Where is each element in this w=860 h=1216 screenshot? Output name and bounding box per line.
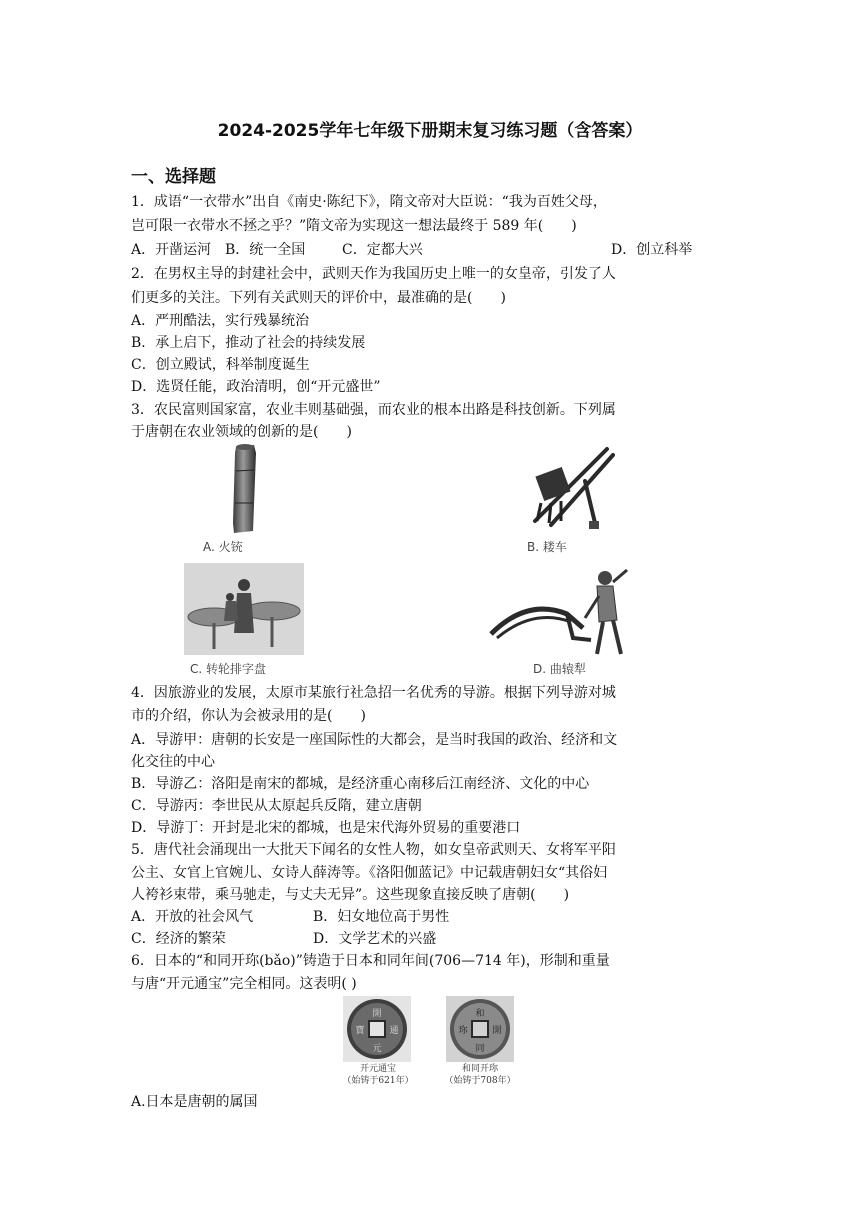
svg-text:和: 和 (475, 1009, 485, 1019)
q4-stem-line1: 4．因旅游业的发展，太原市某旅行社急招一名优秀的导游。根据下列导游对城 (131, 685, 616, 701)
q1-option-b: B．统一全国 (225, 242, 306, 258)
fire-lance-image (220, 443, 270, 535)
q2-option-c: C．创立殿试，科举制度诞生 (131, 357, 310, 373)
svg-text:通: 通 (389, 1026, 399, 1036)
q3-stem-line2: 于唐朝在农业领域的创新的是( ) (131, 424, 352, 440)
wadokaichin-coin-image (446, 996, 514, 1062)
q6-stem-line1: 6．日本的“和同开珎(bǎo)”铸造于日本和同年间(706—714 年)，形制和重量 (131, 953, 610, 969)
q5-stem-line1: 5．唐代社会涌现出一大批天下闻名的女性人物，如女皇帝武则天、女将军平阳 (131, 842, 616, 858)
q1-option-c: C．定都大兴 (342, 242, 423, 258)
q5-option-d: D．文学艺术的兴盛 (313, 931, 437, 947)
coin2-caption-date: （始铸于708年） (444, 1076, 516, 1086)
coin1-caption-name: 开元通宝 (359, 1064, 396, 1074)
svg-text:開: 開 (492, 1026, 502, 1036)
q2-stem-line2: 们更多的关注。下列有关武则天的评价中，最准确的是( ) (131, 290, 506, 306)
document-title: 2024-2025学年七年级下册期末复习练习题（含答案） (217, 121, 643, 141)
q2-option-a: A．严刑酷法，实行残暴统治 (131, 313, 310, 329)
rotating-type-tray-image (184, 563, 304, 655)
q1-option-d: D．创立科举 (611, 242, 693, 258)
figure-caption-b: B. 耧车 (527, 540, 567, 554)
q4-option-b: B．导游乙：洛阳是南宋的都城，是经济重心南移后江南经济、文化的中心 (131, 776, 590, 792)
section-title: 一、选择题 (131, 167, 216, 187)
q6-option-a: A.日本是唐朝的属国 (131, 1094, 258, 1110)
q2-option-b: B．承上启下，推动了社会的持续发展 (131, 335, 366, 351)
q1-option-a: A．开凿运河 (131, 242, 212, 258)
q2-stem-line1: 2．在男权主导的封建社会中，武则天作为我国历史上唯一的女皇帝，引发了人 (131, 266, 616, 282)
q5-stem-line3: 人袴衫束带，乘马驰走，与丈夫无异”。这些现象直接反映了唐朝( ) (131, 887, 570, 903)
svg-text:同: 同 (475, 1044, 485, 1054)
coin2-caption-name: 和同开珎 (461, 1064, 498, 1074)
curved-shaft-plow-image (487, 568, 637, 658)
figure-caption-a: A. 火铳 (203, 540, 243, 554)
coin1-caption-date: （始铸于621年） (342, 1076, 414, 1086)
q1-stem-line1: 1．成语“一衣带水”出自《南史·陈纪下》，隋文帝对大臣说：“我为百姓父母， (131, 194, 607, 210)
svg-text:開: 開 (372, 1009, 382, 1019)
q5-option-b: B．妇女地位高于男性 (313, 909, 450, 925)
q5-option-c: C．经济的繁荣 (131, 931, 226, 947)
q4-stem-line2: 市的介绍，你认为会被录用的是( ) (131, 708, 366, 724)
seed-drill-image (515, 441, 615, 537)
q3-stem-line1: 3．农民富则国家富，农业丰则基础强，而农业的根本出路是科技创新。下列属 (131, 402, 616, 418)
q5-option-a: A．开放的社会风气 (131, 909, 254, 925)
q1-stem-line2: 岂可限一衣带水不拯之乎？”隋文帝为实现这一想法最终于 589 年( ) (131, 218, 577, 234)
q4-option-a-line2: 化交往的中心 (131, 754, 215, 770)
svg-text:寶: 寶 (355, 1026, 365, 1036)
figure-caption-d: D. 曲辕犁 (533, 662, 586, 676)
kaiyuan-coin-image (343, 996, 411, 1062)
q6-stem-line2: 与唐“开元通宝”完全相同。这表明( ) (131, 976, 357, 992)
q2-option-d: D．选贤任能，政治清明，创“开元盛世” (131, 379, 381, 395)
q4-option-a-line1: A．导游甲：唐朝的长安是一座国际性的大都会，是当时我国的政治、经济和文 (131, 732, 618, 748)
q5-stem-line2: 公主、女官上官婉儿、女诗人薛涛等。《洛阳伽蓝记》中记载唐朝妇女“其俗妇 (131, 865, 608, 881)
figure-caption-c: C. 转轮排字盘 (190, 662, 267, 676)
svg-text:珎: 珎 (458, 1026, 468, 1036)
svg-text:元: 元 (372, 1044, 382, 1054)
q4-option-c: C．导游丙：李世民从太原起兵反隋，建立唐朝 (131, 798, 422, 814)
q4-option-d: D．导游丁：开封是北宋的都城，也是宋代海外贸易的重要港口 (131, 820, 521, 836)
